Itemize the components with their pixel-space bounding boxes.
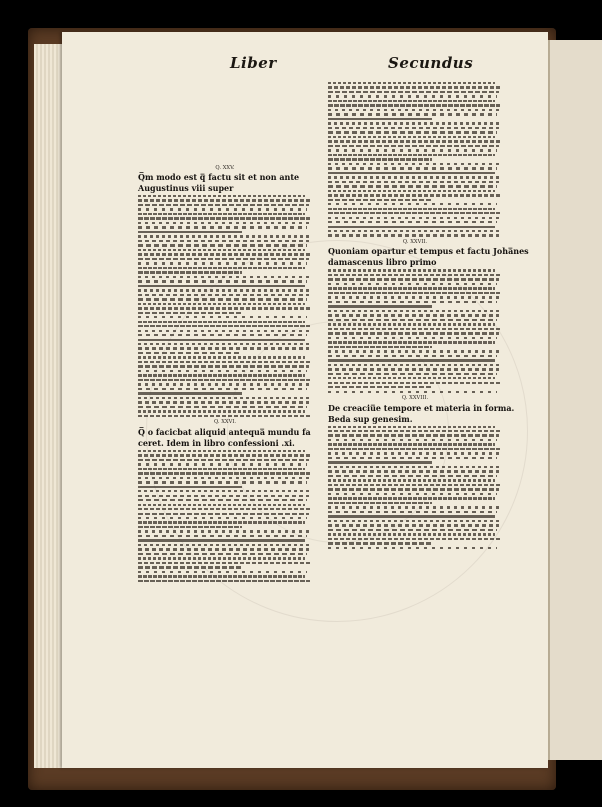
text-line xyxy=(328,511,497,513)
text-line xyxy=(328,524,499,526)
text-line xyxy=(328,457,497,459)
text-line xyxy=(138,472,310,474)
text-line xyxy=(138,504,305,506)
text-line xyxy=(138,392,242,394)
text-line xyxy=(138,521,305,523)
text-line xyxy=(138,481,307,483)
text-line xyxy=(138,276,309,278)
text-line xyxy=(138,553,307,555)
text-line xyxy=(138,361,310,363)
text-line xyxy=(328,382,500,384)
text-line xyxy=(328,439,497,441)
text-line xyxy=(138,379,310,381)
text-line xyxy=(138,280,307,282)
text-line xyxy=(138,557,305,559)
text-line xyxy=(328,154,495,156)
text-line xyxy=(138,490,310,492)
text-line xyxy=(328,190,495,192)
text-line xyxy=(328,176,500,178)
text-line xyxy=(138,459,309,461)
text-line xyxy=(328,91,499,93)
text-line xyxy=(138,454,310,456)
text-line xyxy=(328,332,499,334)
text-line xyxy=(138,477,309,479)
chapter-number: Q. XXV. xyxy=(215,164,235,171)
text-line xyxy=(138,285,305,287)
text-line xyxy=(138,213,305,215)
text-line xyxy=(138,535,307,537)
text-line xyxy=(328,452,499,454)
running-head-left: Liber xyxy=(230,54,277,72)
chapter-number: Q. XXVI. xyxy=(213,419,237,426)
text-line xyxy=(328,475,497,477)
text-line xyxy=(138,571,307,573)
text-line xyxy=(328,292,500,294)
text-line xyxy=(138,415,310,417)
text-line xyxy=(138,539,305,541)
text-line xyxy=(138,334,307,336)
text-line xyxy=(328,226,495,228)
text-line xyxy=(138,199,310,201)
book-page xyxy=(62,32,548,768)
text-line xyxy=(138,307,310,309)
text-line xyxy=(138,544,310,546)
text-line xyxy=(328,350,499,352)
chapter-heading: Q̅ o facicbat aliquid antequa̅ mundu fa xyxy=(138,426,311,437)
text-line xyxy=(328,131,497,133)
text-line xyxy=(328,533,495,535)
text-line xyxy=(328,542,432,544)
body-text-block xyxy=(328,82,502,237)
text-line xyxy=(328,109,499,111)
text-line xyxy=(328,185,497,187)
text-line xyxy=(138,343,310,345)
text-line xyxy=(138,235,310,237)
body-text-block xyxy=(328,426,502,549)
text-line xyxy=(328,310,500,312)
text-line xyxy=(328,434,499,436)
text-line xyxy=(328,167,497,169)
facing-page-edge xyxy=(548,40,602,760)
text-line xyxy=(138,262,307,264)
text-line xyxy=(138,289,310,291)
body-text-block xyxy=(138,195,312,417)
text-line xyxy=(138,562,310,564)
text-line xyxy=(138,356,305,358)
chapter-heading: Q̅m modo est q̅ factu sit et non ante xyxy=(138,172,300,182)
text-line xyxy=(328,221,497,223)
chapter-number: Q. XXVII. xyxy=(402,238,428,245)
text-line xyxy=(328,529,497,531)
text-line xyxy=(328,337,497,339)
text-line xyxy=(138,316,307,318)
text-line xyxy=(138,222,309,224)
text-line xyxy=(138,406,307,408)
text-line xyxy=(328,95,497,97)
text-line xyxy=(138,204,309,206)
text-line xyxy=(138,271,242,273)
text-line xyxy=(328,269,495,271)
text-line xyxy=(138,397,310,399)
text-line xyxy=(328,314,499,316)
text-line xyxy=(328,470,499,472)
text-line xyxy=(138,325,310,327)
text-line xyxy=(328,355,497,357)
text-line xyxy=(138,231,242,233)
text-line xyxy=(328,359,495,361)
chapter-heading-cont: damascenus libro primo xyxy=(328,257,437,268)
text-line xyxy=(328,100,495,102)
text-line xyxy=(328,506,499,508)
text-line xyxy=(328,493,497,495)
text-line xyxy=(328,368,499,370)
text-line xyxy=(328,145,499,147)
text-line xyxy=(138,383,309,385)
text-line xyxy=(328,538,500,540)
text-line xyxy=(138,370,307,372)
text-line xyxy=(328,283,497,285)
text-line xyxy=(328,364,500,366)
text-line xyxy=(328,104,500,106)
text-line xyxy=(328,199,432,201)
text-line xyxy=(328,194,500,196)
text-line xyxy=(138,401,309,403)
text-line xyxy=(138,303,305,305)
text-line xyxy=(138,468,305,470)
text-line xyxy=(328,515,495,517)
text-line xyxy=(138,486,242,488)
text-line xyxy=(328,391,497,393)
text-line xyxy=(328,234,499,236)
text-line xyxy=(138,517,307,519)
text-line xyxy=(138,463,307,465)
text-line xyxy=(328,502,432,504)
text-line xyxy=(138,330,309,332)
text-line xyxy=(328,430,500,432)
text-line xyxy=(328,127,499,129)
text-line xyxy=(328,301,497,303)
text-line xyxy=(138,347,309,349)
text-line xyxy=(138,365,309,367)
text-line xyxy=(328,426,495,428)
text-line xyxy=(328,341,495,343)
text-line xyxy=(328,373,497,375)
text-line xyxy=(138,450,305,452)
body-text-block xyxy=(328,269,502,392)
text-line xyxy=(328,208,495,210)
text-line xyxy=(328,488,499,490)
text-line xyxy=(328,158,432,160)
text-line xyxy=(328,181,499,183)
text-line xyxy=(328,163,499,165)
text-line xyxy=(328,287,495,289)
text-line xyxy=(328,377,495,379)
text-line xyxy=(138,240,309,242)
text-line xyxy=(138,267,305,269)
text-line xyxy=(138,566,242,568)
running-head-right: Secundus xyxy=(388,54,474,72)
text-line xyxy=(138,580,310,582)
text-line xyxy=(328,479,495,481)
text-line xyxy=(138,513,309,515)
text-column-left xyxy=(138,80,312,752)
text-line xyxy=(328,203,497,205)
text-line xyxy=(328,86,500,88)
text-column-right xyxy=(328,80,529,752)
text-line xyxy=(328,296,499,298)
body-text-block xyxy=(138,450,312,582)
text-line xyxy=(138,495,309,497)
chapter-heading: Quoniam opartur et tempus et factu Joha̅nes xyxy=(328,246,529,257)
chapter-number: Q. XXVIII. xyxy=(401,395,429,402)
text-line xyxy=(328,217,499,219)
text-line xyxy=(138,321,305,323)
text-line xyxy=(138,253,310,255)
text-line xyxy=(328,118,432,120)
chapter-heading: De creaciu̅e tempore et materia in forma. xyxy=(328,402,515,413)
text-line xyxy=(328,212,500,214)
text-line xyxy=(328,443,495,445)
text-line xyxy=(138,388,307,390)
text-line xyxy=(328,122,500,124)
text-line xyxy=(328,461,432,463)
text-line xyxy=(138,208,307,210)
text-line xyxy=(328,547,497,549)
text-line xyxy=(328,140,500,142)
text-line xyxy=(328,346,432,348)
text-line xyxy=(138,217,310,219)
chapter-heading-cont: Beda sup genesim. xyxy=(328,413,413,424)
text-line xyxy=(138,499,307,501)
text-line xyxy=(138,339,305,341)
text-line xyxy=(138,258,309,260)
text-line xyxy=(138,530,309,532)
text-line xyxy=(328,484,500,486)
chapter-heading-cont: Augustinus viii super xyxy=(138,183,234,193)
chapter-heading-cont: ceret. Idem in libro confessioni .xi. xyxy=(138,437,295,448)
text-line xyxy=(328,328,500,330)
text-line xyxy=(328,149,497,151)
text-line xyxy=(138,312,242,314)
text-line xyxy=(328,136,495,138)
text-line xyxy=(328,448,500,450)
text-line xyxy=(138,298,307,300)
text-line xyxy=(138,374,305,376)
text-line xyxy=(138,226,307,228)
text-line xyxy=(138,294,309,296)
text-line xyxy=(138,410,305,412)
text-line xyxy=(328,386,432,388)
text-line xyxy=(328,319,497,321)
text-line xyxy=(138,508,310,510)
text-line xyxy=(138,195,305,197)
text-line xyxy=(328,466,500,468)
text-line xyxy=(328,113,497,115)
text-line xyxy=(328,278,499,280)
text-line xyxy=(328,305,432,307)
text-line xyxy=(328,520,500,522)
text-line xyxy=(138,526,242,528)
text-line xyxy=(328,323,495,325)
text-line xyxy=(138,575,305,577)
text-line xyxy=(138,548,309,550)
text-line xyxy=(328,172,495,174)
text-line xyxy=(328,497,495,499)
text-line xyxy=(328,230,500,232)
text-line xyxy=(138,244,307,246)
text-line xyxy=(328,274,500,276)
text-line xyxy=(328,82,495,84)
text-line xyxy=(138,249,305,251)
text-line xyxy=(138,352,242,354)
